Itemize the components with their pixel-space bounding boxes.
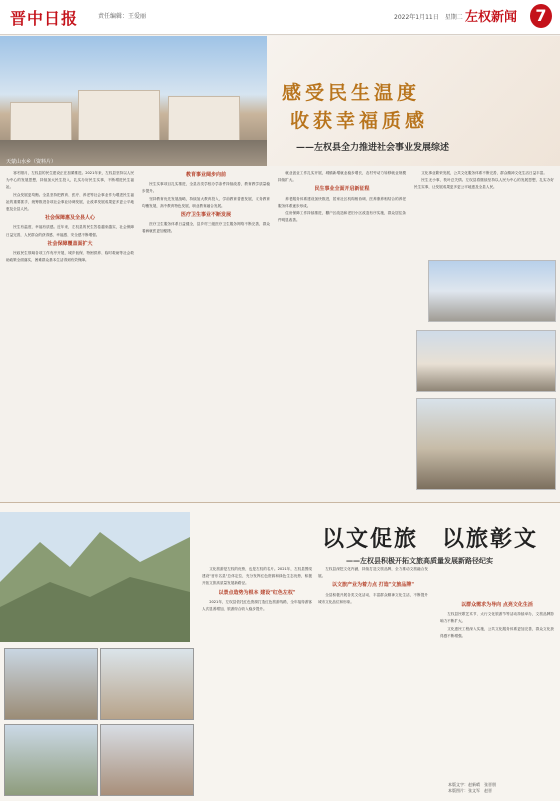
section-heading: 民生事业全面开启新征程 — [314, 186, 370, 193]
article-paragraph: 左权县民歌艺术节、太行文化旅游节等活动持续举办，文旅品牌影响力不断扩大。 — [440, 612, 554, 624]
article-column-1 — [6, 170, 134, 500]
article-paragraph: 文化事业繁荣发展，公共文化服务体系不断完善，群众精神文化生活日益丰富。 — [421, 171, 547, 175]
lower-column-1 — [202, 566, 312, 786]
article-paragraph: 养老服务体系建设加快推进，居家社区机构相协调、医养康养相结合的养老服务体系逐步形成。 — [278, 196, 406, 208]
scenic-photo — [4, 724, 98, 796]
page-header — [0, 0, 560, 35]
top-feature-photo — [0, 36, 267, 166]
article-paragraph: 民生无小事，枝叶总关情。左权县将继续坚持以人民为中心的发展思想，扎实办好民生实事，让发展成果更多更公平地惠及全县人民。 — [414, 178, 554, 190]
performance-photo — [100, 648, 194, 720]
photo-building — [78, 90, 160, 144]
article-paragraph: 民生实事项目扎实推进，全县各类学校办学条件持续改善，教育教学质量稳步提升。 — [142, 182, 270, 194]
main-title-line2: 收获幸福质感 — [290, 110, 429, 132]
text-credit: 本版文字：赵新晴 张晋朋 — [448, 782, 496, 787]
mountain-illustration — [0, 512, 190, 642]
section-heading: 医疗卫生事业不断发展 — [180, 212, 231, 219]
lower-title: 以文促旅 以旅彰文 — [322, 526, 539, 552]
article-paragraph: 左权县深挖文化内涵，持续打造文旅品牌，全力推动文旅融合发展。 — [318, 567, 428, 579]
article-paragraph: 寒冬腊月，左权县的民生建设正在加紧推进。2021年来，左权县坚持以人民为中心的发展思想，持续加大民生投入，扎实办好民生实事，不断增进民生福祉。 — [6, 171, 134, 190]
article-paragraph: 2021年，左权县依托红色资源打造红色旅游线路，全年接待游客人次显著增加，旅游综合收入稳步提升。 — [202, 599, 312, 612]
main-subtitle: ——左权县全力推进社会事业发展综述 — [296, 143, 450, 153]
main-title-line1: 感受民生温度 — [282, 82, 421, 104]
article-paragraph: 医疗卫生服务体系日益健全，县乡村三级医疗卫生服务网络不断完善，群众看病就医更加便捷。 — [142, 222, 270, 234]
photo-building — [10, 102, 72, 144]
newspaper-logo: 晋中日报 — [10, 9, 79, 28]
article-paragraph: 民生有温度，幸福有质感。近年来，左权县的民生答卷越来越实，社会保障日益完善，人民群众的获得感、幸福感、安全感不断增强。 — [6, 225, 134, 237]
section-heading: 社会保障惠及全县人心 — [44, 215, 95, 222]
article-paragraph: 文化旅游是左权的优势，也是左权的名片。2021年，左权县围绕建设"晋东名县"总体定位，充分发挥红色资源和绿色生态优势，积极开拓文旅高质量发展新路径。 — [202, 567, 312, 586]
article-paragraph: 住房保障工作持续推进，棚户区改造和老旧小区改造有序实施，群众居住条件明显改善。 — [278, 211, 406, 223]
section-heading: 教育事业阔步向前 — [185, 172, 226, 178]
lower-subtitle: ——左权县积极开拓文旅高质量发展新路径纪实 — [346, 557, 493, 565]
article-paragraph: 全县积极开展各类文化活动，丰富群众精神文化生活，不断提升城市文化品位和形象。 — [318, 592, 428, 604]
photo-credit: 本版图片：张文军 赵晋 — [448, 788, 492, 793]
section-heading: 以文旅产业为着力点 打造"文旅品牌" — [332, 582, 414, 589]
lower-column-2 — [318, 566, 428, 786]
page-number-badge: 7 — [530, 4, 552, 28]
credits — [448, 782, 496, 794]
article-paragraph: 民众发展更均衡。全县坚持把教育、医疗、养老等社会事业作为增进民生福祉的重要抓手，统筹推进各项社会事业协调发展，让改革发展成果更多更公平地惠及全县人民。 — [6, 192, 134, 212]
mountain-landscape-photo — [0, 512, 190, 642]
article-paragraph: 民政民生领域各项工作有序开展，城乡低保、特困供养、临时救助等社会救助政策全面落实，困难群众基本生活得到有效保障。 — [6, 251, 134, 263]
article-column-2 — [142, 170, 270, 500]
section-heading: 以景点造势为根本 建设"红色左权" — [218, 589, 296, 596]
issue-date: 2022年1月11日 星期二 — [394, 14, 463, 21]
article-column-4 — [414, 170, 554, 240]
article-paragraph: 就业创业工作扎实开展，城镇新增就业稳步增长，农村劳动力转移就业规模持续扩大。 — [278, 171, 406, 183]
city-buildings-photo — [428, 260, 556, 322]
buses-photo — [416, 330, 556, 392]
article-paragraph: 坚持教育优先发展战略，持续加大教育投入，学前教育普惠发展，义务教育均衡发展，高中教育特色发展，职业教育融合发展。 — [142, 196, 270, 208]
section-heading: 社会保障覆盖面扩大 — [47, 240, 93, 247]
lower-column-3 — [440, 600, 554, 780]
section-title: 左权新闻 — [465, 10, 518, 25]
photo-caption: 天蒙山水乡（资料片） — [6, 159, 57, 165]
article-paragraph: 文化惠民工程深入实施，公共文化服务体系更加完善，群众文化获得感不断增强。 — [440, 626, 554, 638]
photo-building — [168, 96, 240, 144]
section-heading: 以群众需求为导向 点亮文化生活 — [461, 602, 533, 608]
event-photo — [100, 724, 194, 796]
editor-credit: 责任编辑：王爱丽 — [98, 13, 147, 20]
article-column-3 — [278, 170, 406, 500]
village-photo — [4, 648, 98, 720]
street-photo — [416, 398, 556, 490]
